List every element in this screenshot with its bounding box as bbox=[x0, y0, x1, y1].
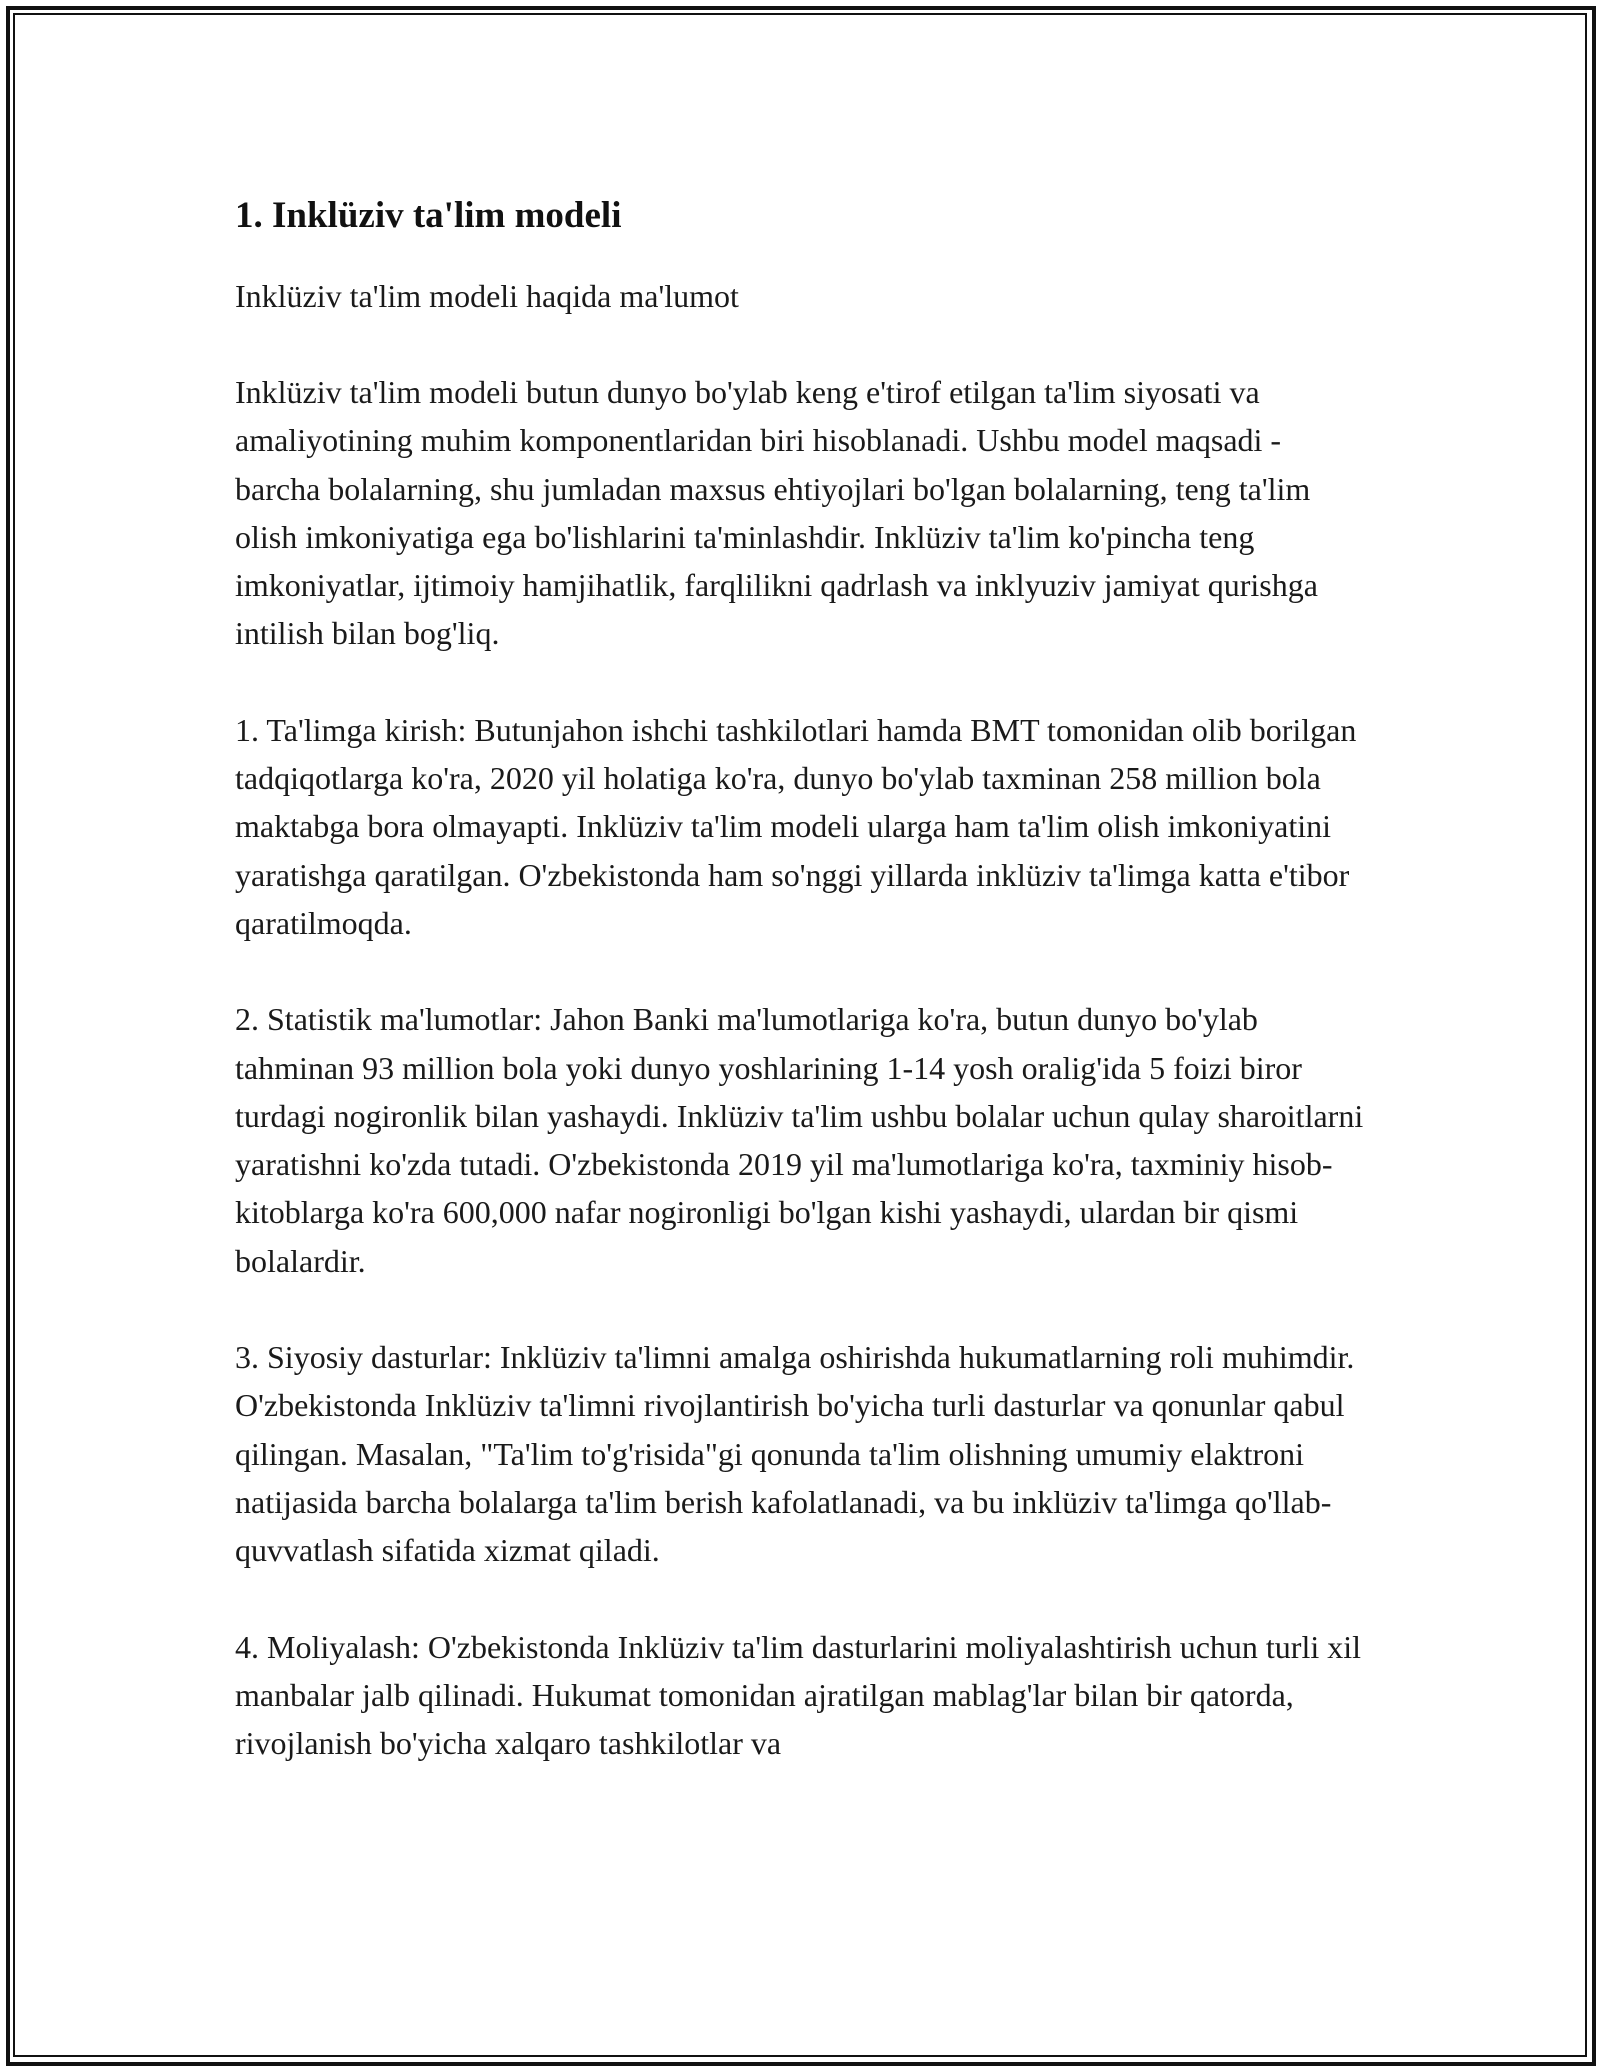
paragraph-statistics: 2. Statistik ma'lumotlar: Jahon Banki ma'lumotlariga ko'ra, butun dunyo bo'ylab tahminan 93 million bola yoki dunyo yoshlarining 1-14 yosh oralig'ida 5 foizi biror turdagi nogironlik bilan yashaydi. Inklüziv ta'lim ushbu bolalar uchun qulay sharoitlarni yaratishni ko'zda tutadi. O'zbekistonda 2019 yil ma'lumotlariga ko'ra, taxminiy hisob-kitoblarga ko'ra 600,000 nafar nogironligi bo'lgan kishi yashaydi, ulardan bir qismi bolalardir. bbox=[235, 1001, 1364, 1279]
section-subtitle: Inklüziv ta'lim modeli haqida ma'lumot bbox=[235, 278, 739, 314]
intro-paragraph: Inklüziv ta'lim modeli butun dunyo bo'ylab keng e'tirof etilgan ta'lim siyosati va amaliyotining muhim komponentlaridan biri hisoblanadi. Ushbu model maqsadi - barcha bolalarning, shu jumladan maxsus ehtiyojlari bo'lgan bolalarning, teng ta'lim olish imkoniyatiga ega bo'lishlarini ta'minlashdir. Inklüziv ta'lim ko'pincha teng imkoniyatlar, ijtimoiy hamjihatlik, farqlilikni qadrlash va inklyuziv jamiyat qurishga intilish bilan bog'liq. bbox=[235, 374, 1318, 652]
paragraph-policy: 3. Siyosiy dasturlar: Inklüziv ta'limni amalga oshirishda hukumatlarning roli muhimdir. O'zbekistonda Inklüziv ta'limni rivojlantirish bo'yicha turli dasturlar va qonunlar qabul qilingan. Masalan, "Ta'lim to'g'risida"gi qonunda ta'lim olishning umumiy elaktroni natijasida barcha bolalarga ta'lim berish kafolatlanadi, va bu inklüziv ta'limga qo'llab-quvvatlash sifatida xizmat qiladi. bbox=[235, 1339, 1355, 1569]
paragraph-access: 1. Ta'limga kirish: Butunjahon ishchi tashkilotlari hamda BMT tomonidan olib borilgan tadqiqotlarga ko'ra, 2020 yil holatiga ko'ra, dunyo bo'ylab taxminan 258 million bola maktabga bora olmayapti. Inklüziv ta'lim modeli ularga ham ta'lim olish imkoniyatini yaratishga qaratilgan. O'zbekistonda ham so'nggi yillarda inklüziv ta'limga katta e'tibor qaratilmoqda. bbox=[235, 711, 1357, 941]
paragraph-funding: 4. Moliyalash: O'zbekistonda Inklüziv ta'lim dasturlarini moliyalashtirish uchun turli xil manbalar jalb qilinadi. Hukumat tomonidan ajratilgan mablag'lar bilan bir qatorda, rivojlanish bo'yicha xalqaro tashkilotlar va bbox=[235, 1628, 1362, 1762]
document-body bbox=[235, 188, 1370, 1815]
section-heading: 1. Inklüziv ta'lim modeli bbox=[235, 195, 622, 236]
